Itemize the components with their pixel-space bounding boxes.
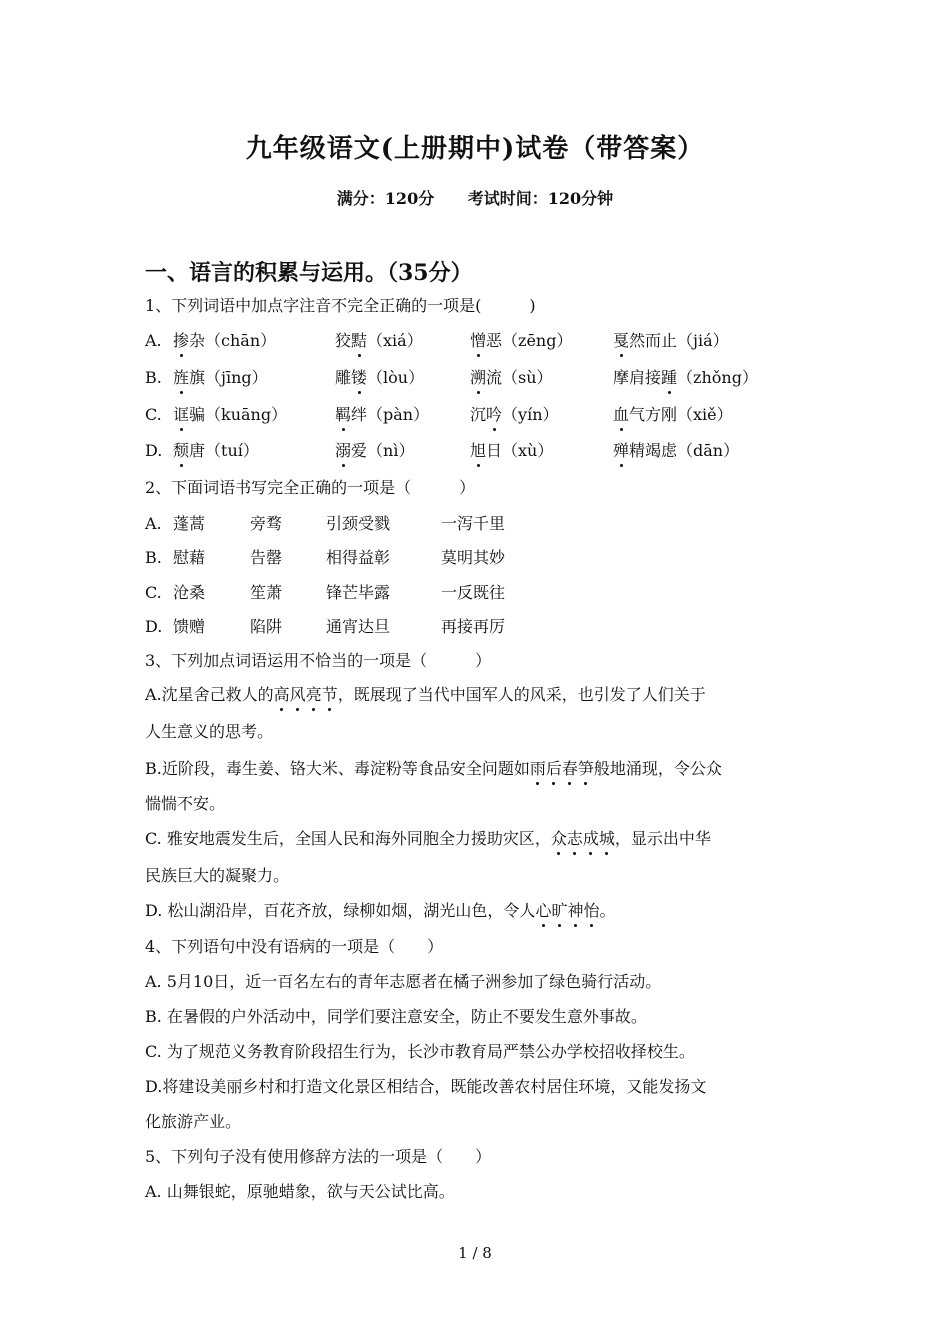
exam-info [0,186,950,209]
option-word: 再接再厉 [441,617,506,636]
option-label: B. [145,368,162,387]
option-word: 通宵达旦 [326,617,391,636]
dotted-char: 溺 [335,441,352,460]
option-text: 般地涌现，令公众 [593,759,722,778]
option-word: 蓬蒿 [173,514,206,533]
dotted-char: 城 [598,829,615,848]
dotted-char: 吟 [486,405,503,424]
question-4-option-d-cont: 化旅游产业。 [145,1112,242,1131]
dotted-char: 旌 [173,368,190,387]
option-word: 慰藉 [173,548,206,567]
question-2-stem: 2、下面词语书写完全正确的一项是（ ） [145,478,476,497]
dotted-phrase [535,901,599,920]
option-word: 殚精竭虑（dān） [613,441,740,460]
option-word: 血气方刚（xiě） [613,405,733,424]
option-word: 莫明其妙 [441,548,506,567]
option-label: D. [145,617,163,636]
option-word: 溯流（sù） [470,368,553,387]
dotted-char: 憎 [470,331,487,350]
option-word: 一泻千里 [441,514,506,533]
option-text: ，显示出中华 [614,829,711,848]
dotted-char: 高 [273,685,290,704]
dotted-char: 怡 [583,901,600,920]
option-word: 锋芒毕露 [326,583,391,602]
option-label: C. [145,405,162,424]
dotted-char: 亮 [305,685,322,704]
option-word: 戛然而止（jiá） [613,331,729,350]
dotted-char: 节 [321,685,338,704]
option-word: 羁绊（pàn） [335,405,430,424]
question-4-option-a: A. 5月10日，近一百名左右的青年志愿者在橘子洲参加了绿色骑行活动。 [145,972,662,991]
option-word: 憎恶（zēng） [470,331,573,350]
question-5-stem: 5、下列句子没有使用修辞方法的一项是（ ） [145,1147,492,1166]
option-text: 。 [599,901,616,920]
option-word: 沧桑 [173,583,206,602]
question-5-option-a: A. 山舞银蛇，原驰蜡象，欲与天公试比高。 [145,1182,455,1201]
dotted-char: 黠 [351,331,368,350]
dotted-char: 踵 [661,368,678,387]
option-text: ，既展现了当代中国军人的风采，也引发了人们关于 [337,685,706,704]
option-word: 旁骛 [250,514,283,533]
option-word: 旌旗（jīng） [173,368,268,387]
dotted-char: 志 [566,829,583,848]
option-label: A. [145,514,162,533]
option-word: 摩肩接踵（zhǒng） [613,368,758,387]
option-text: D. 松山湖沿岸，百花齐放，绿柳如烟，湖光山色，令人 [145,901,536,920]
option-word: 一反既往 [441,583,506,602]
option-word: 告罄 [250,548,283,567]
dotted-char: 诓 [173,405,190,424]
dotted-char: 掺 [173,331,190,350]
option-label: B. [145,548,162,567]
option-label: A. [145,331,162,350]
option-label: D. [145,441,163,460]
option-word: 笙萧 [250,583,283,602]
dotted-char: 血 [613,405,630,424]
option-word: 雕镂（lòu） [335,368,425,387]
option-word: 狡黠（xiá） [335,331,423,350]
dotted-char: 溯 [470,368,487,387]
option-word: 掺杂（chān） [173,331,277,350]
option-text: A.沈星舍己救人的 [145,685,274,704]
question-3-option-d [145,901,616,921]
option-text: B.近阶段，毒生姜、铬大米、毒淀粉等食品安全问题如 [145,759,530,778]
page-number: 1 / 8 [458,1244,492,1262]
question-4-option-d: D.将建设美丽乡村和打造文化景区相结合，既能改善农村居住环境，又能发扬文 [145,1077,707,1096]
option-text: C. 雅安地震发生后，全国人民和海外同胞全力援助灾区， [145,829,551,848]
dotted-char: 风 [289,685,306,704]
question-3-option-b-cont: 惴惴不安。 [145,794,226,813]
section-heading: 一、语言的积累与运用。（35分） [145,260,473,286]
dotted-char: 羁 [335,405,352,424]
dotted-char: 戛 [613,331,630,350]
option-word: 馈赠 [173,617,206,636]
option-word: 引颈受戮 [326,514,391,533]
question-3-option-c-cont: 民族巨大的凝聚力。 [145,866,290,885]
dotted-char: 众 [550,829,567,848]
dotted-phrase [274,685,338,704]
exam-time: 考试时间：120分钟 [467,189,614,208]
option-word: 旭日（xù） [470,441,554,460]
dotted-char: 旷 [551,901,568,920]
question-3-stem: 3、下列加点词语运用不恰当的一项是（ ） [145,651,492,670]
dotted-char: 神 [567,901,584,920]
option-word: 溺爱（nì） [335,441,415,460]
question-1-stem: 1、下列词语中加点字注音不完全正确的一项是( ) [145,296,536,315]
page-title: 九年级语文(上册期中)试卷（带答案） [245,134,705,164]
question-3-option-a-cont: 人生意义的思考。 [145,722,274,741]
dotted-char: 笋 [577,759,594,778]
option-word: 沉吟（yín） [470,405,559,424]
option-word: 诓骗（kuāng） [173,405,288,424]
dotted-char: 旭 [470,441,487,460]
dotted-char: 殚 [613,441,630,460]
dotted-char: 春 [561,759,578,778]
dotted-phrase [551,829,615,848]
dotted-char: 心 [535,901,552,920]
option-label: C. [145,583,162,602]
dotted-char: 后 [545,759,562,778]
dotted-char: 颓 [173,441,190,460]
question-3-option-c [145,829,711,849]
question-3-option-b [145,759,722,779]
dotted-phrase [530,759,594,778]
question-4-stem: 4、下列语句中没有语病的一项是（ ） [145,937,444,956]
option-word: 陷阱 [250,617,283,636]
question-4-option-c: C. 为了规范义务教育阶段招生行为，长沙市教育局严禁公办学校招收择校生。 [145,1042,695,1061]
dotted-char: 成 [582,829,599,848]
dotted-char: 雨 [529,759,546,778]
question-4-option-b: B. 在暑假的户外活动中，同学们要注意安全，防止不要发生意外事故。 [145,1007,647,1026]
dotted-char: 镂 [351,368,368,387]
question-3-option-a [145,685,706,705]
option-word: 颓唐（tuí） [173,441,259,460]
option-word: 相得益彰 [326,548,391,567]
full-score: 满分：120分 [336,189,435,208]
